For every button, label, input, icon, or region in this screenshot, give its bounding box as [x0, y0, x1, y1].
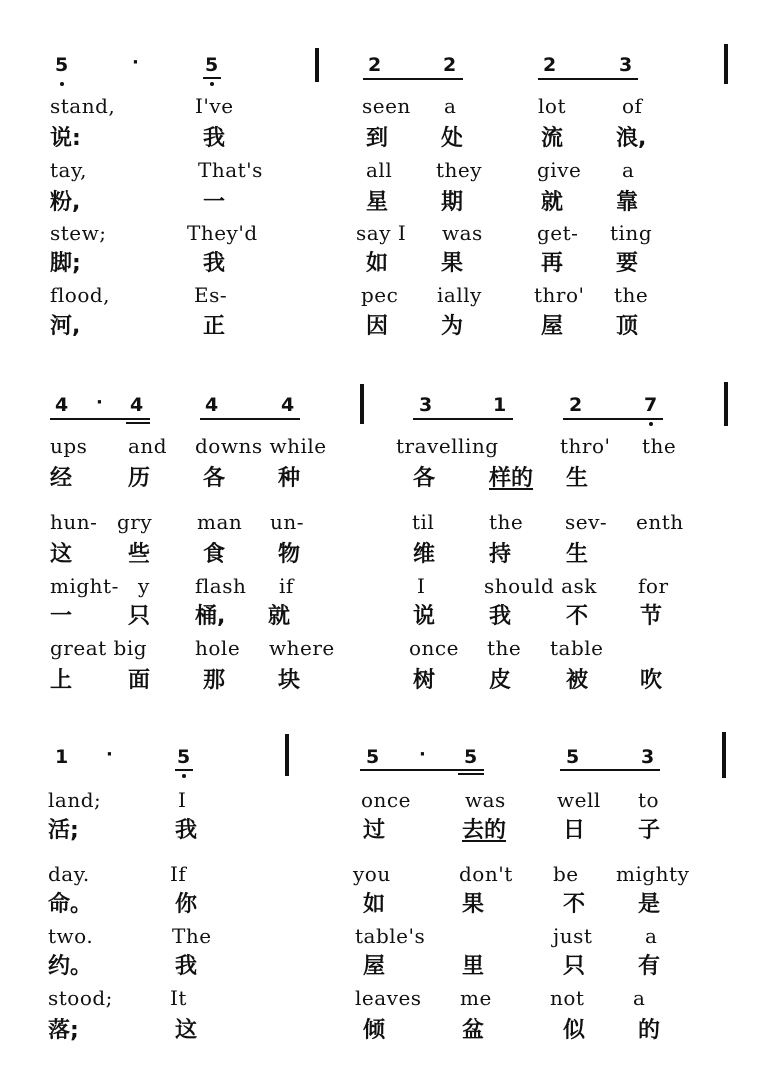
lyric-zh: 日	[563, 818, 586, 843]
lyric-en: y	[138, 574, 150, 598]
lyric-en: hun-	[50, 510, 98, 534]
lyric-zh: 桶,	[195, 604, 226, 629]
lyric-en: was	[442, 221, 483, 245]
lyric-en: downs while	[195, 434, 327, 458]
low-octave-dot	[60, 82, 64, 86]
lyric-zh: 被	[566, 668, 589, 693]
numbered-note: 4	[130, 394, 144, 416]
lyric-en: for	[638, 574, 669, 598]
lyric-en: you	[353, 862, 391, 886]
numbered-note: 2	[569, 394, 583, 416]
lyric-en: a	[645, 924, 658, 948]
numbered-note: 5	[177, 746, 191, 768]
lyric-en: a	[444, 94, 457, 118]
lyric-zh: 你	[175, 892, 198, 917]
lyric-zh: 粉,	[50, 190, 81, 215]
lyric-zh: 里	[462, 954, 485, 979]
lyric-en: tay,	[50, 158, 87, 182]
lyric-zh: 有	[638, 954, 661, 979]
lyric-en: stood;	[48, 986, 113, 1010]
lyric-zh: 只	[128, 604, 151, 629]
lyric-en: me	[460, 986, 492, 1010]
lyric-zh: 各	[203, 466, 226, 491]
lyric-zh: 不	[563, 892, 586, 917]
lyric-en: the	[487, 636, 522, 660]
lyric-zh: 过	[363, 818, 386, 843]
lyric-en: If	[170, 862, 187, 886]
lyric-zh: 只	[563, 954, 586, 979]
lyric-en: thro'	[534, 283, 585, 307]
lyric-en: day.	[48, 862, 90, 886]
lyric-zh: 生	[566, 466, 589, 491]
lyric-zh: 再	[541, 251, 564, 276]
lyric-en: if	[279, 574, 294, 598]
lyric-zh: 果	[462, 892, 485, 917]
lyric-zh: 物	[278, 542, 301, 567]
note-underline	[563, 418, 663, 420]
lyric-zh: 生	[566, 542, 589, 567]
lyric-zh: 不	[566, 604, 589, 629]
numbered-note: 3	[641, 746, 655, 768]
lyric-zh: 命。	[48, 892, 93, 917]
lyric-en: man	[197, 510, 243, 534]
lyric-en: a	[633, 986, 646, 1010]
lyric-zh: 浪,	[616, 126, 647, 151]
duration-dot: ·	[106, 744, 113, 765]
lyric-zh: 落;	[48, 1018, 79, 1043]
lyric-zh: 去的	[462, 818, 507, 843]
lyric-zh: 那	[203, 668, 226, 693]
lyric-en: great big	[50, 636, 148, 660]
lyric-en: ting	[610, 221, 653, 245]
lyric-zh: 种	[278, 466, 301, 491]
numbered-note: 4	[55, 394, 69, 416]
lyric-zh: 我	[203, 126, 226, 151]
numbered-note: 5	[464, 746, 478, 768]
low-octave-dot	[182, 774, 186, 778]
lyric-zh: 顶	[616, 314, 639, 339]
lyric-en: the	[642, 434, 677, 458]
lyric-en: was	[465, 788, 506, 812]
lyric-en: ially	[437, 283, 482, 307]
numbered-note: 2	[443, 54, 457, 76]
bar-line	[724, 382, 728, 426]
note-underline	[560, 769, 660, 771]
lyric-zh: 脚;	[50, 251, 81, 276]
duration-dot: ·	[419, 744, 426, 765]
bar-line	[724, 44, 728, 84]
lyric-en: and	[128, 434, 168, 458]
lyric-zh: 一	[50, 604, 73, 629]
lyric-en: the	[614, 283, 649, 307]
lyric-zh: 果	[441, 251, 464, 276]
numbered-note: 1	[55, 746, 69, 768]
note-underline	[538, 78, 638, 80]
lyric-zh: 皮	[489, 668, 512, 693]
lyric-zh: 约。	[48, 954, 93, 979]
note-underline	[200, 418, 300, 420]
lyric-en: once	[361, 788, 411, 812]
lyric-zh: 屋	[541, 314, 564, 339]
numbered-note: 2	[368, 54, 382, 76]
lyric-zh: 屋	[363, 954, 386, 979]
lyric-zh: 说:	[50, 126, 81, 151]
lyric-en: pec	[361, 283, 399, 307]
bar-line	[315, 48, 319, 82]
lyric-en: of	[622, 94, 643, 118]
numbered-note: 7	[644, 394, 658, 416]
bar-line	[722, 732, 726, 778]
lyric-zh: 因	[366, 314, 389, 339]
low-octave-dot	[649, 422, 653, 426]
lyric-en: they	[436, 158, 483, 182]
lyric-en: leaves	[355, 986, 422, 1010]
lyric-en: well	[557, 788, 601, 812]
lyric-zh: 块	[278, 668, 301, 693]
lyric-zh: 期	[441, 190, 464, 215]
lyric-en: flash	[195, 574, 247, 598]
lyric-en: enth	[636, 510, 684, 534]
lyric-zh: 上	[50, 668, 73, 693]
lyric-zh: 持	[489, 542, 512, 567]
lyric-zh: 经	[50, 466, 73, 491]
lyric-zh: 如	[363, 892, 386, 917]
numbered-note: 4	[205, 394, 219, 416]
lyric-zh: 树	[413, 668, 436, 693]
lyric-en: should ask	[484, 574, 597, 598]
lyric-en: give	[537, 158, 582, 182]
note-underline	[175, 769, 193, 771]
lyric-zh: 这	[50, 542, 73, 567]
lyric-zh: 食	[203, 542, 226, 567]
lyric-zh: 到	[366, 126, 389, 151]
lyric-en: I	[178, 788, 187, 812]
lyric-zh: 似	[563, 1018, 586, 1043]
lyric-en: sev-	[565, 510, 608, 534]
lyric-en: say I	[356, 221, 407, 245]
duration-dot: ·	[96, 392, 103, 413]
lyric-zh: 吹	[640, 668, 663, 693]
lyric-zh: 历	[128, 466, 151, 491]
lyric-zh: 如	[366, 251, 389, 276]
numbered-note: 2	[543, 54, 557, 76]
lyric-en: table	[550, 636, 604, 660]
lyric-en: to	[638, 788, 660, 812]
lyric-en: stew;	[50, 221, 107, 245]
numbered-note: 5	[366, 746, 380, 768]
lyric-zh: 各	[413, 466, 436, 491]
lyric-en: hole	[195, 636, 241, 660]
lyric-zh: 星	[366, 190, 389, 215]
lyric-en: travelling	[396, 434, 499, 458]
lyric-zh: 活;	[48, 818, 79, 843]
lyric-zh: 些	[128, 542, 151, 567]
note-underline	[360, 769, 484, 771]
lyric-zh: 是	[638, 892, 661, 917]
lyric-en: just	[553, 924, 593, 948]
lyric-en: I've	[195, 94, 234, 118]
lyric-en: seen	[362, 94, 411, 118]
lyric-en: It	[170, 986, 187, 1010]
lyric-zh: 我	[175, 954, 198, 979]
lyric-en: land;	[48, 788, 102, 812]
lyric-en: flood,	[50, 283, 111, 307]
lyric-zh: 河,	[50, 314, 81, 339]
note-underline	[413, 418, 513, 420]
lyric-en: the	[489, 510, 524, 534]
lyric-en: not	[550, 986, 585, 1010]
lyric-zh: 倾	[363, 1018, 386, 1043]
bar-line	[360, 384, 364, 424]
lyric-zh: 我	[489, 604, 512, 629]
lyric-zh: 就	[541, 190, 564, 215]
lyric-en: get-	[537, 221, 579, 245]
lyric-zh: 的	[638, 1018, 661, 1043]
lyric-zh: 一	[203, 190, 226, 215]
numbered-note: 5	[566, 746, 580, 768]
lyric-zh: 我	[203, 251, 226, 276]
note-underline	[363, 78, 463, 80]
note-underline	[203, 77, 221, 79]
lyric-en: mighty	[616, 862, 690, 886]
lyric-en: all	[366, 158, 393, 182]
lyric-en: til	[412, 510, 435, 534]
numbered-note: 1	[493, 394, 507, 416]
lyric-en: two.	[48, 924, 94, 948]
lyric-zh: 靠	[616, 190, 639, 215]
lyric-zh: 正	[203, 314, 226, 339]
low-octave-dot	[210, 82, 214, 86]
duration-dot: ·	[132, 52, 139, 73]
lyric-zh: 盆	[462, 1018, 485, 1043]
lyric-zh: 流	[541, 126, 564, 151]
lyric-en: lot	[538, 94, 566, 118]
numbered-note: 3	[619, 54, 633, 76]
lyric-en: gry	[117, 510, 153, 534]
numbered-note: 4	[281, 394, 295, 416]
lyric-zh: 我	[175, 818, 198, 843]
note-underline	[126, 422, 150, 424]
lyric-en: I	[417, 574, 426, 598]
lyric-en: table's	[355, 924, 426, 948]
lyric-en: be	[553, 862, 579, 886]
note-underline	[458, 773, 484, 775]
lyric-en: don't	[459, 862, 513, 886]
lyric-en: ups	[50, 434, 88, 458]
lyric-en: a	[622, 158, 635, 182]
lyric-zh: 为	[441, 314, 464, 339]
lyric-zh: 面	[128, 668, 151, 693]
numbered-note: 5	[55, 54, 69, 76]
lyric-en: That's	[198, 158, 263, 182]
lyric-en: un-	[270, 510, 305, 534]
numbered-note: 5	[205, 54, 219, 76]
bar-line	[285, 734, 289, 776]
lyric-en: Es-	[194, 283, 228, 307]
lyric-en: once	[409, 636, 459, 660]
lyric-zh: 说	[413, 604, 436, 629]
lyric-en: They'd	[187, 221, 258, 245]
lyric-zh: 子	[638, 818, 661, 843]
lyric-zh: 就	[268, 604, 291, 629]
note-underline	[50, 418, 150, 420]
lyric-zh: 处	[441, 126, 464, 151]
numbered-note: 3	[419, 394, 433, 416]
lyric-zh: 节	[640, 604, 663, 629]
lyric-en: The	[172, 924, 212, 948]
lyric-zh: 样的	[489, 466, 534, 491]
lyric-en: stand,	[50, 94, 116, 118]
lyric-en: where	[269, 636, 335, 660]
lyric-en: might-	[50, 574, 119, 598]
lyric-zh: 要	[616, 251, 639, 276]
lyric-en: thro'	[560, 434, 611, 458]
lyric-zh: 这	[175, 1018, 198, 1043]
lyric-zh: 维	[413, 542, 436, 567]
